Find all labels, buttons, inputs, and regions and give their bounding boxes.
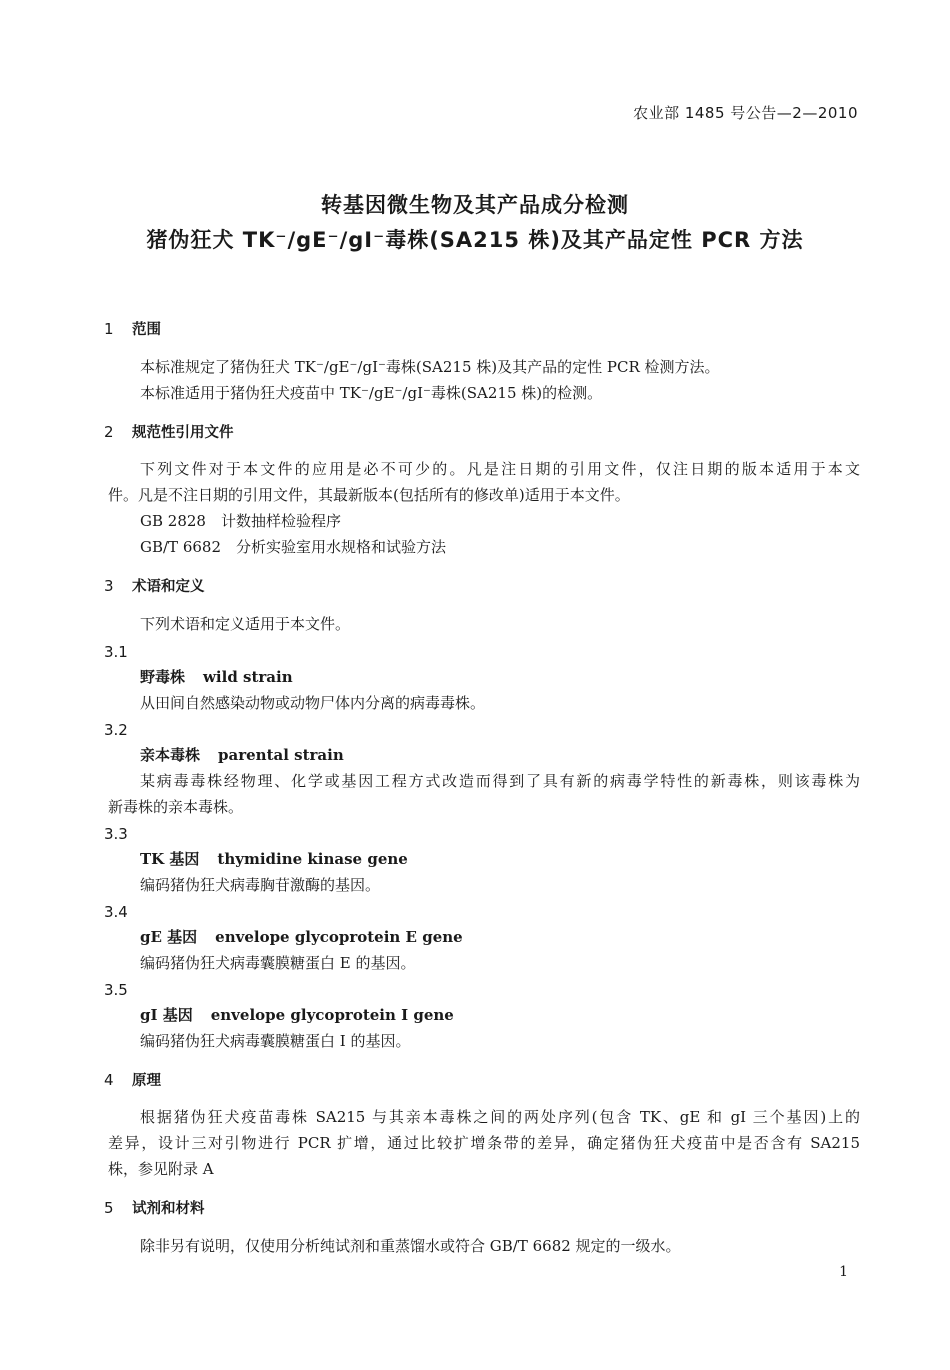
term-3-1-definition: 从田间自然感染动物或动物尸体内分离的病毒毒株。 <box>140 694 486 712</box>
term-3-3-definition: 编码猪伪狂犬病毒胸苷激酶的基因。 <box>140 876 381 894</box>
section-2-number: 2 <box>104 423 114 441</box>
term-3-5-number: 3.5 <box>104 981 128 999</box>
term-3-2-definition-line2: 新毒株的亲本毒株。 <box>108 798 244 816</box>
section-1-paragraph-2: 本标准适用于猪伪狂犬疫苗中 TK⁻/gE⁻/gI⁻毒株(SA215 株)的检测。 <box>140 384 603 402</box>
term-3-2-number: 3.2 <box>104 721 128 739</box>
term-3-5-zh: gI 基因 <box>140 1006 193 1024</box>
reference-gbt6682: GB/T 6682 分析实验室用水规格和试验方法 <box>140 538 447 556</box>
document-title-line1: 转基因微生物及其产品成分检测 <box>321 193 629 217</box>
term-3-5-en: envelope glycoprotein I gene <box>210 1006 454 1024</box>
section-4-line2: 差异，设计三对引物进行 PCR 扩增，通过比较扩增条带的差异，确定猪伪狂犬疫苗中是否含有 SA215 <box>108 1134 860 1152</box>
section-4-number: 4 <box>104 1071 114 1089</box>
section-4-line3: 株，参见附录 A <box>108 1160 214 1178</box>
term-3-5-heading <box>140 1008 454 1023</box>
section-2-paragraph-line2: 件。凡是不注日期的引用文件，其最新版本(包括所有的修改单)适用于本文件。 <box>108 486 630 504</box>
term-3-5-definition: 编码猪伪狂犬病毒囊膜糖蛋白 I 的基因。 <box>140 1032 411 1050</box>
term-3-4-zh: gE 基因 <box>140 928 198 946</box>
document-title-line2: 猪伪狂犬 TK⁻/gE⁻/gI⁻毒株(SA215 株)及其产品定性 PCR 方法 <box>146 228 804 252</box>
term-3-1-number: 3.1 <box>104 643 128 661</box>
section-5-number: 5 <box>104 1199 114 1217</box>
term-3-4-definition: 编码猪伪狂犬病毒囊膜糖蛋白 E 的基因。 <box>140 954 416 972</box>
section-3-title: 术语和定义 <box>132 579 205 595</box>
term-3-2-en: parental strain <box>218 746 344 764</box>
section-3-number: 3 <box>104 577 114 595</box>
term-3-1-heading <box>140 670 293 685</box>
term-3-2-definition-line1: 某病毒毒株经物理、化学或基因工程方式改造而得到了具有新的病毒学特性的新毒株，则该毒株为 <box>140 772 860 790</box>
term-3-3-number: 3.3 <box>104 825 128 843</box>
term-3-3-en: thymidine kinase gene <box>217 850 408 868</box>
term-3-2-heading <box>140 748 344 763</box>
section-5-title: 试剂和材料 <box>132 1201 205 1217</box>
section-1-paragraph-1: 本标准规定了猪伪狂犬 TK⁻/gE⁻/gI⁻毒株(SA215 株)及其产品的定性 PCR 检测方法。 <box>140 358 720 376</box>
term-3-1-en: wild strain <box>203 668 293 686</box>
term-3-3-zh: TK 基因 <box>140 850 200 868</box>
section-1-number: 1 <box>104 320 114 338</box>
term-3-3-heading <box>140 852 408 867</box>
term-3-1-zh: 野毒株 <box>140 668 186 686</box>
reference-gb2828: GB 2828 计数抽样检验程序 <box>140 512 341 530</box>
section-1-title: 范围 <box>132 322 161 338</box>
document-id: 农业部 1485 号公告—2—2010 <box>633 104 858 122</box>
section-3-intro: 下列术语和定义适用于本文件。 <box>140 615 351 633</box>
term-3-4-number: 3.4 <box>104 903 128 921</box>
section-4-line1: 根据猪伪狂犬疫苗毒株 SA215 与其亲本毒株之间的两处序列(包含 TK、gE 和 gI 三个基因)上的 <box>140 1108 860 1126</box>
section-2-title: 规范性引用文件 <box>132 425 234 441</box>
section-2-paragraph-line1: 下列文件对于本文件的应用是必不可少的。凡是注日期的引用文件，仅注日期的版本适用于本文 <box>140 460 860 478</box>
term-3-2-zh: 亲本毒株 <box>140 746 201 764</box>
term-3-4-heading <box>140 930 463 945</box>
page-number: 1 <box>839 1264 848 1280</box>
section-4-title: 原理 <box>132 1073 161 1089</box>
term-3-4-en: envelope glycoprotein E gene <box>215 928 463 946</box>
section-5-paragraph: 除非另有说明，仅使用分析纯试剂和重蒸馏水或符合 GB/T 6682 规定的一级水。 <box>140 1237 681 1255</box>
